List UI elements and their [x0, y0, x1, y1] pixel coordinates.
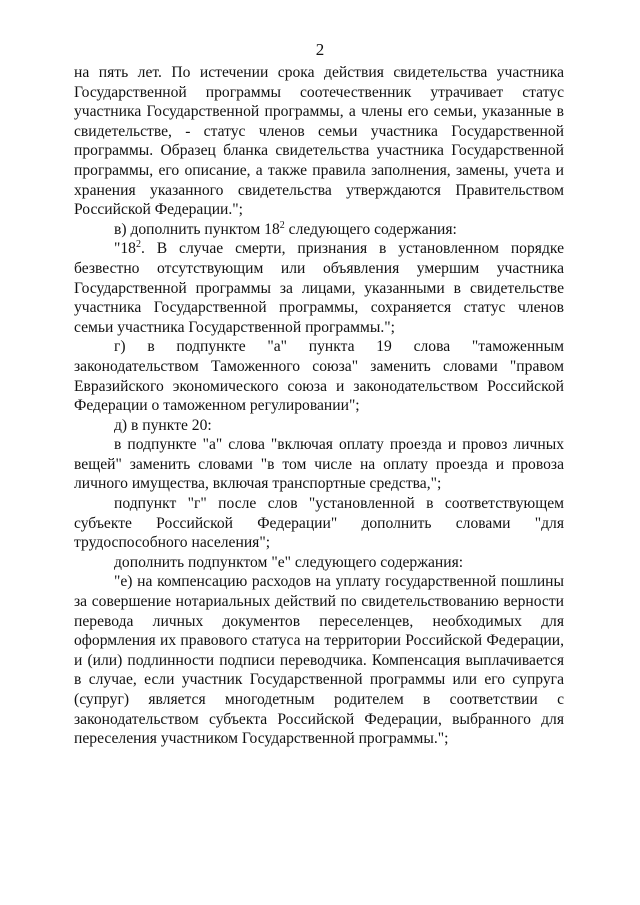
- paragraph-item-g: г) в подпункте "а" пункта 19 слова "таможенным законодательством Таможенного союза" заменить словами "правом Евразийского экономического союза и законодательством Российской Федерации о таможенном регулировании";: [74, 338, 564, 415]
- paragraph-point-18-2: [74, 239, 564, 337]
- superscript: 2: [135, 239, 141, 251]
- page-number: 2: [315, 40, 325, 59]
- paragraph-item-v-text: в) дополнить пунктом 18: [114, 220, 280, 238]
- paragraph-item-v-text-end: следующего содержания:: [284, 220, 457, 238]
- superscript: 2: [279, 219, 285, 231]
- paragraph-subitem-g: подпункт "г" после слов "установленной в соответствующем субъекте Российской Федерации" дополнить словами "для трудоспособного населения";: [74, 495, 564, 552]
- paragraph-point-18-2-start: "18: [114, 240, 136, 258]
- paragraph-continuation: на пять лет. По истечении срока действия свидетельства участника Государственной программы соотечественник утрачивает статус участника Государственной программы, а члены его семьи, указанные в свидетельстве, - статус членов семьи участника Государственной программы. Образец бланка свидетельства участника Государственной программы, его описание, а также правила заполнения, замены, учета и хранения указанного свидетельства утверждаются Правительством Российской Федерации.";: [74, 64, 564, 219]
- paragraph-item-v: [74, 220, 564, 240]
- document-body: [74, 63, 564, 749]
- paragraph-subitem-a: в подпункте "а" слова "включая оплату проезда и провоз личных вещей" заменить словами "в том числе на оплату проезда и провоза личного имущества, включая транспортные средства,";: [74, 436, 564, 493]
- paragraph-item-d: д) в пункте 20:: [114, 416, 212, 434]
- paragraph-subitem-e: "е) на компенсацию расходов на уплату государственной пошлины за совершение нотариальных действий по свидетельствованию верности перевода личных документов переселенцев, необходимых для оформления их правового статуса на территории Российской Федерации, и (или) подлинности подписи переводчика. Компенсация выплачивается в случае, если участник Государственной программы или его супруга (супруг) является многодетным родителем в соответствии с законодательством субъекта Российской Федерации, выбранного для переселения участником Государственной программы.";: [74, 573, 564, 748]
- paragraph-point-18-2-text: . В случае смерти, признания в установленном порядке безвестно отсутствующим или объявления умершим участника Государственной программы за лицами, указанными в свидетельстве участника Государственной программы, сохраняется статус членов семьи участника Государственной программы.";: [74, 240, 564, 336]
- paragraph-add-subitem-e: дополнить подпунктом "е" следующего содержания:: [114, 553, 464, 571]
